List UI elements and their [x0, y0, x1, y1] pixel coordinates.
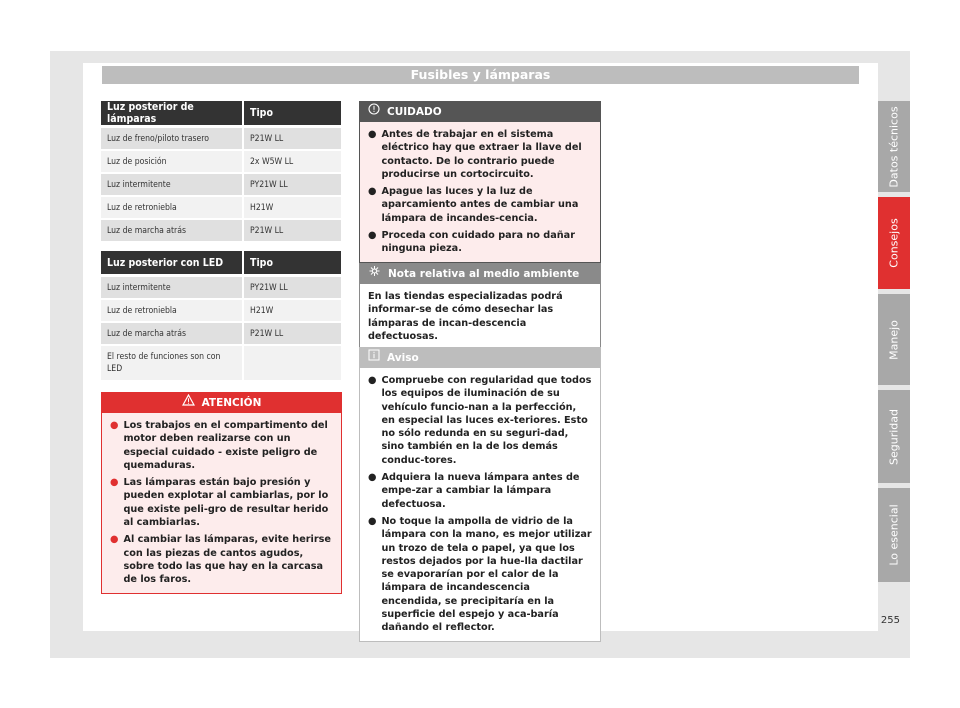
- table-cell: H21W: [243, 299, 341, 322]
- table-row: [101, 150, 341, 173]
- page-number: 255: [880, 615, 900, 626]
- table-cell: Luz de freno/piloto trasero: [101, 127, 243, 151]
- info-icon: [368, 348, 380, 368]
- table-row: [101, 299, 341, 322]
- table-cell: Luz de marcha atrás: [101, 219, 243, 242]
- notice-box: [359, 347, 601, 642]
- table-cell: Luz intermitente: [101, 173, 243, 196]
- table-cell: 2x W5W LL: [243, 150, 341, 173]
- warning-box: [101, 392, 342, 594]
- table-cell: [243, 345, 341, 381]
- table-cell: El resto de funciones son con LED: [101, 345, 243, 381]
- lamp-table-2: [101, 251, 341, 382]
- table-header: Luz posterior con LED: [101, 251, 243, 276]
- table-header: Tipo: [243, 251, 341, 276]
- warning-triangle-icon: [182, 393, 195, 413]
- table-row: [101, 345, 341, 381]
- table-row: [101, 173, 341, 196]
- table-cell: Luz intermitente: [101, 276, 243, 300]
- warning-box-title: ATENCIÓN: [201, 397, 262, 409]
- lamp-table-1: [101, 101, 341, 243]
- caution-box-header: [360, 102, 600, 122]
- tab-manejo[interactable]: Manejo: [878, 294, 910, 385]
- table-row: [101, 127, 341, 151]
- leaf-icon: [368, 264, 381, 284]
- tab-consejos[interactable]: Consejos: [878, 197, 910, 289]
- table-cell: P21W LL: [243, 219, 341, 242]
- environment-note-box: [359, 263, 601, 350]
- environment-note-text: En las tiendas especializadas podrá informar-se de cómo desechar las lámparas de incan-descencia defectuosas.: [368, 291, 563, 342]
- table-cell: P21W LL: [243, 127, 341, 151]
- section-header: Fusibles y lámparas: [102, 66, 859, 84]
- table-cell: H21W: [243, 196, 341, 219]
- table-cell: Luz de retroniebla: [101, 196, 243, 219]
- table-cell: Luz de marcha atrás: [101, 322, 243, 345]
- list-item: ● No toque la ampolla de vidrio de la lámpara con la mano, es mejor utilizar un trozo de tela o papel, ya que los restos dejados por la hue-lla dactilar se evaporarían por el calor de la lámpara de incandescencia encendida, se precipitaría en la superficie del espejo y aca-baría dañando el reflector.: [368, 515, 592, 634]
- notice-box-header: [360, 348, 600, 368]
- list-item: ● Apague las luces y la luz de aparcamiento antes de cambiar una lámpara de incandes-cencia.: [368, 186, 579, 224]
- list-item: ● Adquiera la nueva lámpara antes de empe-zar a cambiar la lámpara defectuosa.: [368, 472, 580, 510]
- list-item: ● Proceda con cuidado para no dañar ninguna pieza.: [368, 230, 575, 255]
- caution-circle-icon: [368, 102, 380, 122]
- table-cell: Luz de posición: [101, 150, 243, 173]
- warning-box-header: [102, 393, 341, 413]
- tab-lo-esencial[interactable]: Lo esencial: [878, 488, 910, 582]
- environment-note-header: [360, 264, 600, 284]
- caution-box-title: CUIDADO: [387, 106, 442, 118]
- environment-note-title: Nota relativa al medio ambiente: [388, 268, 580, 280]
- caution-box: [359, 101, 601, 263]
- table-header: Luz posterior de lámparas: [101, 101, 243, 127]
- table-row: [101, 276, 341, 300]
- table-cell: Luz de retroniebla: [101, 299, 243, 322]
- list-item: ● Compruebe con regularidad que todos los equipos de iluminación de su vehículo funcio-nan a la perfección, en especial las luces ex-teriores. Esto no sólo redunda en su seguri-dad, sino también en la de los demás conduc-tores.: [368, 375, 592, 466]
- table-row: [101, 322, 341, 345]
- table-cell: P21W LL: [243, 322, 341, 345]
- list-item: ● Las lámparas están bajo presión y pueden explotar al cambiarlas, por lo que existe peli-gro de resultar herido al cambiarlas.: [110, 477, 329, 529]
- tab-datos-tecnicos[interactable]: Datos técnicos: [878, 101, 910, 192]
- list-item: ● Al cambiar las lámparas, evite herirse con las piezas de cantos agudos, sobre todo las que hay en la carcasa de los faros.: [110, 534, 331, 586]
- notice-box-title: Aviso: [387, 352, 419, 364]
- list-item: ● Los trabajos en el compartimento del motor deben realizarse con un especial cuidado - existe peligro de quemaduras.: [110, 420, 328, 471]
- table-row: [101, 196, 341, 219]
- list-item: ● Antes de trabajar en el sistema eléctrico hay que extraer la llave del contacto. De lo contrario puede producirse un cortocircuito.: [368, 129, 582, 180]
- table-header: Tipo: [243, 101, 341, 127]
- table-cell: PY21W LL: [243, 173, 341, 196]
- tab-seguridad[interactable]: Seguridad: [878, 390, 910, 483]
- table-row: [101, 219, 341, 242]
- table-cell: PY21W LL: [243, 276, 341, 300]
